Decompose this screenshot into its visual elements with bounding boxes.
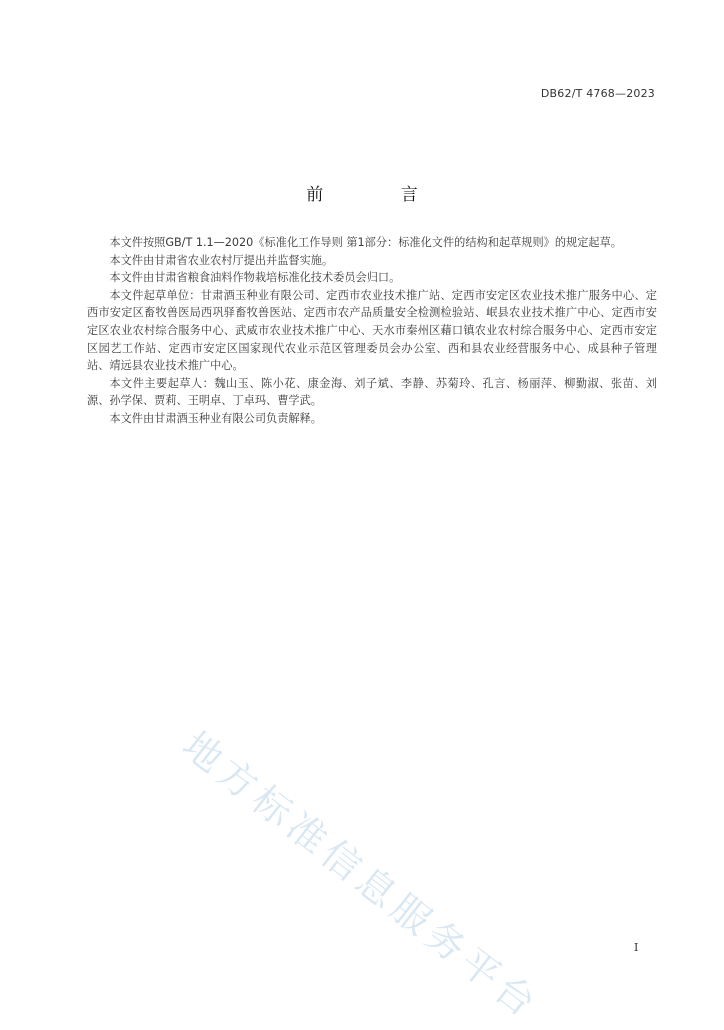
paragraph-drafting-rules: 本文件按照GB/T 1.1—2020《标准化工作导则 第1部分：标准化文件的结构和起草规则》的规定起草。	[109, 236, 622, 249]
paragraph-drafters: 本文件主要起草人：魏山玉、陈小花、康金海、刘子斌、李静、苏菊玲、孔言、杨丽萍、柳勤淑、张苗、刘源、孙学保、贾莉、王明卓、丁卓玛、曹学武。	[87, 376, 657, 408]
page-number: I	[634, 941, 639, 954]
paragraph-proposer: 本文件由甘肃省农业农村厅提出并监督实施。	[109, 253, 334, 267]
foreword-body	[87, 234, 657, 428]
paragraph-interpretation: 本文件由甘肃酒玉种业有限公司负责解释。	[109, 411, 322, 425]
paragraph-committee: 本文件由甘肃省粮食油料作物栽培标准化技术委员会归口。	[109, 271, 401, 285]
document-code: DB62/T 4768—2023	[540, 87, 655, 100]
watermark: 地方标准信息服务平台	[174, 722, 549, 1029]
page-title: 前 言	[306, 185, 454, 205]
paragraph-drafting-units: 本文件起草单位：甘肃酒玉种业有限公司、定西市农业技术推广站、定西市安定区农业技术推广服务中心、定西市安定区畜牧兽医局西巩驿畜牧兽医站、定西市农产品质量安全检测检验站、岷县农业技术推广中心、定西市安定区农业农村综合服务中心、武威市农业技术推广中心、天水市秦州区藉口镇农业农村综合服务中心、定西市安定区园艺工作站、定西市安定区国家现代农业示范区管理委员会办公室、西和县农业经营服务中心、成县种子管理站、靖远县农业技术推广中心。	[87, 288, 657, 373]
